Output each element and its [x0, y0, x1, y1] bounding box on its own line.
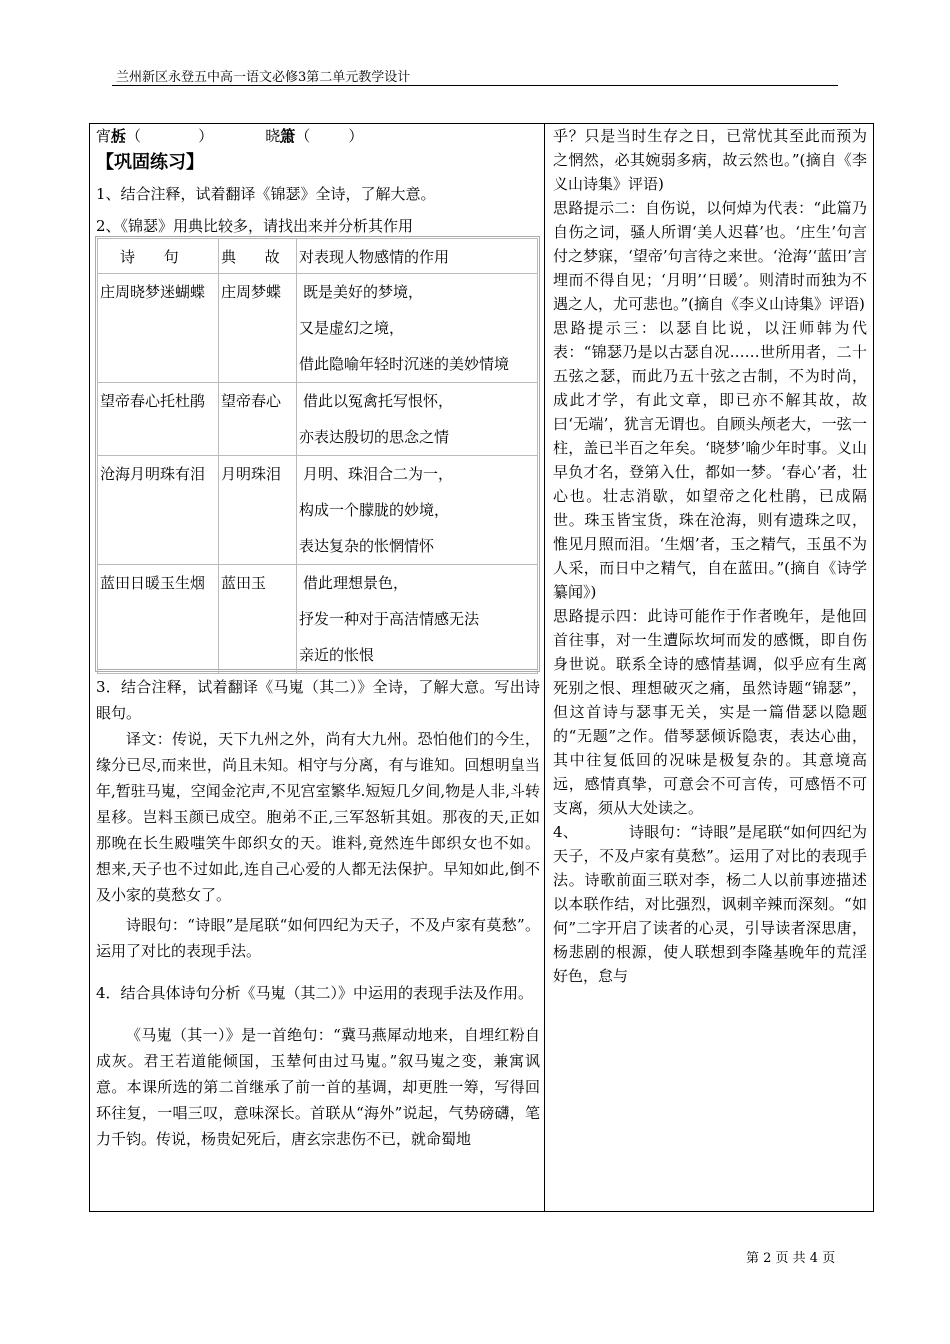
header-rule	[112, 85, 838, 86]
section-heading: 【巩固练习】	[96, 152, 204, 173]
effect-cell	[297, 274, 538, 383]
word1-blank: （ ）	[126, 127, 214, 145]
analysis-text: 《马嵬（其一）》是一首绝句：“冀马燕犀动地来，自埋红粉自成灰。君王若道能倾国，玉辇何由过马嵬。”叙马嵬之变，兼寓讽意。本课所选的第二首继承了前一首的基调，却更胜一筹，写得回环往复，一唱三叹，意味深长。首联从“海外”说起，气势磅礴，笔力千钧。传说，杨贵妃死后，唐玄宗悲伤不已，就命蜀地	[96, 1026, 540, 1148]
poem-line-cell: 蓝田日暖玉生烟	[98, 565, 219, 674]
word1-dotted-char: 柝	[111, 127, 127, 145]
effect-line: 借此隐喻年轻时沉迷的美妙情境	[299, 355, 510, 373]
allusion-cell: 蓝田玉	[219, 565, 297, 674]
effect-line: 表达复杂的怅惘情怀	[299, 537, 435, 555]
effect-cell	[297, 383, 538, 456]
table-header-row	[98, 239, 538, 274]
question-3: 3．结合注释，试着翻译《马嵬（其二）》全诗，了解大意。写出诗眼句。	[96, 678, 540, 722]
header-allusion: 典 故	[219, 239, 297, 274]
poem-eye-answer: 诗眼句：“诗眼”是尾联“如何四纪为天子，不及卢家有莫愁”。运用了对比的表现手法。	[96, 916, 540, 960]
question-1: 1、结合注释，试着翻译《锦瑟》全诗，了解大意。	[96, 185, 436, 203]
effect-line: 借此理想景色，	[303, 574, 409, 592]
question-4: 4．结合具体诗句分析《马嵬（其二）》中运用的表现手法及作用。	[96, 984, 534, 1002]
poem-line-cell: 庄周晓梦迷蝴蝶	[98, 274, 219, 383]
effect-cell	[297, 565, 538, 674]
column-divider	[544, 123, 545, 1212]
word2-dotted-char: 箫	[280, 127, 296, 145]
hint-four: 思路提示四：此诗可能作于作者晚年，是他回首往事，对一生遭际坎坷而发的感慨，即自伤身世说。联系全诗的感情基调，似乎应有生离死别之恨、理想破灭之痛，虽然诗题“锦瑟”，但这首诗与瑟事无关，实是一篇借瑟以隐题的“无题”之作。借琴瑟倾诉隐衷，表达心曲，其中往复低回的况味是极复杂的。其意境高远，感情真挚，可意会不可言传，可感悟不可支离，须从大处读之。	[553, 607, 867, 817]
effect-line: 月明、珠泪合二为一，	[303, 465, 454, 483]
header-effect: 对表现人物感情的作用	[297, 239, 538, 274]
poem-line-cell: 望帝春心托杜鹃	[98, 383, 219, 456]
allusion-cell: 望帝春心	[219, 383, 297, 456]
word2-blank: （ ）	[295, 127, 364, 145]
effect-line: 亦表达殷切的思念之情	[299, 428, 450, 446]
effect-line: 构成一个朦胧的妙境，	[299, 501, 450, 519]
pinyin-line	[96, 124, 540, 148]
effect-line: 抒发一种对于高洁情感无法	[299, 610, 480, 628]
table-row	[98, 274, 538, 383]
table-row	[98, 383, 538, 456]
word2-prefix: 晓	[265, 127, 281, 145]
answer-four: 4、 诗眼句：“诗眼”是尾联“如何四纪为天子，不及卢家有莫愁”。运用了对比的表现手法。诗歌前面三联对李，杨二人以前事迹描述以本联作结，对比强烈，讽刺辛辣而深刻。“如何”二字开启了读者的心灵，引导读者深思唐，杨悲剧的根源，使人联想到李隆基晚年的荒淫好色，怠与	[553, 823, 867, 985]
effect-cell	[297, 456, 538, 565]
question-2: 2、《锦瑟》用典比较多，请找出来并分析其作用	[96, 217, 414, 235]
word1-prefix: 宵	[96, 127, 112, 145]
allusion-table	[97, 238, 538, 674]
hint-three: 思路提示三：以瑟自比说，以汪师韩为代表：“锦瑟乃是以古瑟自况……世所用者，二十五弦之瑟，而此乃五十弦之古制，不为时尚，成此才学，有此文章，即已亦不解其故，故曰‘无端’，犹言无谓也。自顾头颅老大，一弦一柱，盖已半百之年矣。‘晓梦’喻少年时事。义山早负才名，登第入仕，都如一梦。‘春心’者，壮心也。壮志消歇，如望帝之化杜鹃，已成隔世。珠玉皆宝货，珠在沧海，则有遗珠之叹，惟见月照而泪。‘生烟’者，玉之精气，玉虽不为人采，而日中之精气，自在蓝田。”(摘自《诗学纂闻》)	[553, 319, 867, 601]
hint-continued: 乎？只是当时生存之日，已常忧其至此而预为之惘然，必其婉弱多病，故云然也。”(摘自《李义山诗集》评语)	[553, 127, 867, 193]
hint-two: 思路提示二：自伤说，以何焯为代表：“此篇乃自伤之词，骚人所谓‘美人迟暮’也。‘庄生’句言付之梦寐，‘望帝’句言待之来世。‘沧海’‘蓝田’言埋而不得自见；‘月明’‘日暖’。则清时而独为不遇之人，尤可悲也。”(摘自《李义山诗集》评语)	[553, 199, 867, 313]
left-column-lower	[96, 674, 540, 1152]
table-row	[98, 456, 538, 565]
effect-line: 借此以冤禽托写恨怀，	[303, 392, 454, 410]
left-column	[96, 124, 540, 242]
table-row	[98, 565, 538, 674]
right-column	[553, 124, 867, 988]
effect-line: 亲近的怅恨	[299, 646, 375, 664]
translation-text: 译文：传说，天下九州之外，尚有大九州。恐怕他们的今生，缘分已尽,而来世，尚且未知。相守与分离，有与谁知。回想明皇当年,暂驻马嵬，空闻金沱声,不见宫室繁华.短短几夕间,物是人非,斗转星移。岂料玉颜已成空。胞弟不正,三军怒斩其姐。那夜的天,正如那晚在长生殿嗤笑牛郎织女的天。谁料,竟然连牛郎织女也不如。 想来,天子也不过如此,连自己心爱的人都无法保护。早知如此,倒不及小家的莫愁女了。	[96, 730, 540, 904]
effect-line: 既是美好的梦境，	[303, 283, 424, 301]
page-number: 第 2 页 共 4 页	[746, 1251, 836, 1266]
header-poem-line: 诗 句	[98, 239, 219, 274]
poem-line-cell: 沧海月明珠有泪	[98, 456, 219, 565]
page-header: 兰州新区永登五中高一语文必修3第二单元教学设计	[116, 70, 411, 85]
allusion-cell: 庄周梦蝶	[219, 274, 297, 383]
effect-line: 又是虚幻之境，	[299, 319, 405, 337]
allusion-cell: 月明珠泪	[219, 456, 297, 565]
